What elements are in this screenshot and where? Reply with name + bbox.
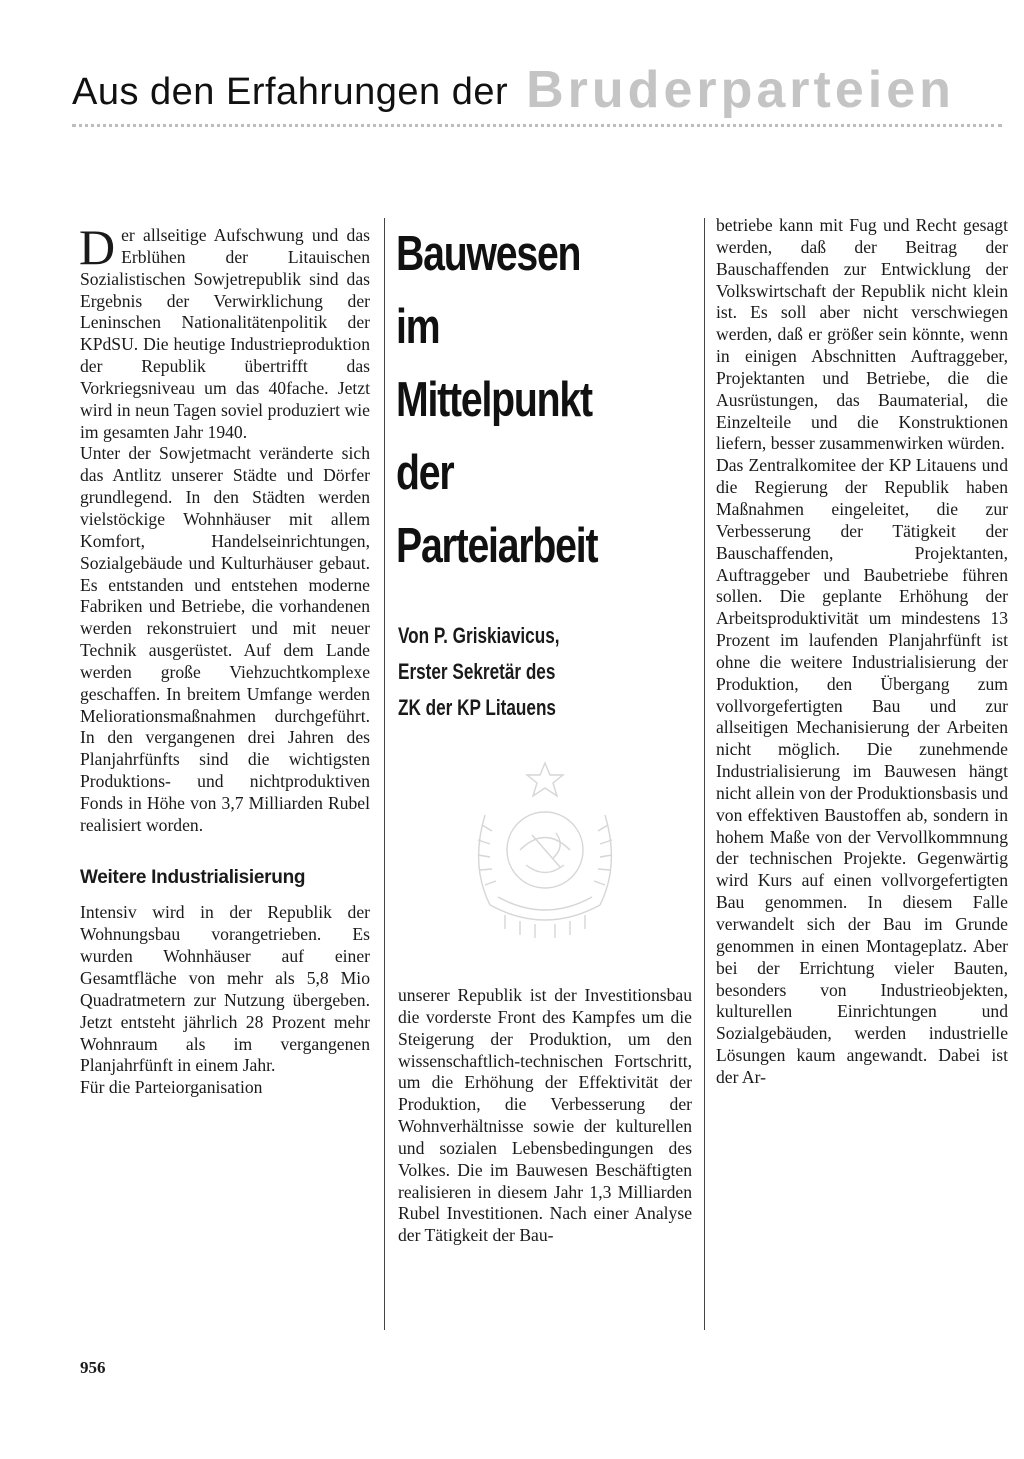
- column-divider-left: [384, 218, 385, 1330]
- section-header-lead: Aus den Erfahrungen der: [72, 71, 509, 113]
- paragraph: [79, 219, 370, 443]
- paragraph: Unter der Sowjetmacht veränderte sich das Antlitz unserer Städte und Dörfer grundlegend. In den Städten werden vielstöckige Wohnhäuser mit allem Komfort, Handelseinrichtungen, Sozialgebäude und Kulturhäuser gebaut. Es entstanden und entstehen moderne Fabriken und Betriebe, die vorhandenen werden rekonstruiert und mit neuer Technik ausgerüstet. Auf dem Lande werden große Viehzuchtkomplexe geschaffen. In breitem Umfange werden Meliorationsmaßnahmen durchgeführt. In den vergangenen drei Jahren des Planjahrfünfts sind die wichtigsten Produktions- und nichtproduktiven Fonds in Höhe von 3,7 Milliarden Rubel realisiert worden.: [80, 443, 370, 835]
- paragraph: Für die Parteiorganisation: [80, 1077, 263, 1098]
- byline-line: ZK der KP Litauens: [398, 695, 556, 720]
- drop-cap: D: [79, 219, 116, 275]
- byline-line: Erster Sekretär des: [398, 659, 556, 684]
- column-left: [79, 219, 370, 1099]
- section-header-faint: Bruderparteien: [526, 61, 955, 119]
- column-right: [716, 215, 1008, 1089]
- subheading: Weitere Industrialisierung: [80, 866, 306, 888]
- paragraph-text: er allseitige Aufschwung und das Erblühen der Litauischen Sozialistischen Sowjetrepublik sind das Ergebnis der Verwirklichung der Leninschen Nationalitätenpolitik der KPdSU. Die heutige Industrieproduktion der Republik übertrifft das Vorkriegsniveau um das 40fache. Jetzt wird in neun Tagen soviel produziert wie im gesamten Jahr 1940.: [80, 225, 370, 442]
- page-number: 956: [80, 1358, 106, 1377]
- paragraph: Das Zentralkomitee der KP Litauens und die Regierung der Republik haben Maßnahmen eingeleitet, die zur Verbesserung der Tätigkeit der Bauschaffenden, Projektanten, Auftraggeber und Baubetriebe führen sollen. Die geplante Erhöhung der Arbeitsproduktivität um mindestens 13 Prozent im laufenden Planjahrfünft ist ohne die weitere Industrialisierung der Produktion, den Übergang zum vollvorgefertigten Bau und zur allseitigen Mechanisierung der Arbeiten nicht möglich. Die zunehmende Industrialisierung im Bauwesen hängt nicht allein von der Produktionsbasis und von effektiven Baustoffen ab, sondern in hohem Maße von der Vervollkommnung der technischen Projekte. Gegenwärtig wird Kurs auf einen vollvorgefertigten Bau genommen. In diesem Falle verwandelt sich der Bau im Grunde genommen in einen Montageplatz. Aber bei der Errichtung vieler Bauten, besonders von Industrieobjekten, kulturellen Einrichtungen und Sozialgebäuden, werden industrielle Lösungen kaum angewandt. Dabei ist der Ar-: [716, 455, 1008, 1087]
- paragraph: unserer Republik ist der Investitionsbau die vorderste Front des Kampfes um die Steigerung der Produktion, um den wissenschaftlich-technischen Fortschritt, um die Erhöhung der Effektivität der Produktion, die Verbesserung der Wohnverhältnisse sowie der kulturellen und sozialen Lebensbedingungen des Volkes. Die im Bauwesen Beschäftigten realisieren in diesem Jahr 1,3 Milliarden Rubel Investitionen. Nach einer Analyse der Tätigkeit der Bau-: [398, 985, 692, 1246]
- state-emblem-icon: [460, 755, 630, 945]
- article-title-line: Bauwesen: [396, 227, 581, 281]
- column-divider-right: [704, 218, 705, 1330]
- article-title: [396, 218, 636, 583]
- byline-line: Von P. Griskiavicus,: [398, 623, 560, 648]
- header-dotted-rule: [72, 124, 1002, 127]
- article-title-line: im: [396, 300, 440, 354]
- byline: [398, 618, 687, 726]
- section-header: [72, 61, 955, 119]
- paragraph: betriebe kann mit Fug und Recht gesagt werden, daß der Beitrag der Bauschaffenden zur Entwicklung der Volkswirtschaft der Republik nicht klein ist. Es soll aber nicht verschwiegen werden, daß er größer sein könnte, wenn in einigen Abschnitten Auftraggeber, Projektanten und Betriebe, die die Ausrüstungen, das Baumaterial, die Einzelteile und die Konstruktionen liefern, besser zusammenwirken würden.: [716, 215, 1008, 454]
- article-title-line: der: [396, 446, 454, 500]
- paragraph: Intensiv wird in der Republik der Wohnungsbau vorangetrieben. Es wurden Wohnhäuser auf einer Gesamtfläche von mehr als 5,8 Mio Quadratmetern zur Nutzung übergeben. Jetzt entsteht jährlich 28 Prozent mehr Wohnraum als im vergangenen Planjahrfünft in einem Jahr.: [80, 902, 370, 1076]
- article-title-line: Mittelpunkt: [396, 373, 592, 427]
- article-title-line: Parteiarbeit: [396, 519, 598, 573]
- column-middle: [398, 985, 692, 1247]
